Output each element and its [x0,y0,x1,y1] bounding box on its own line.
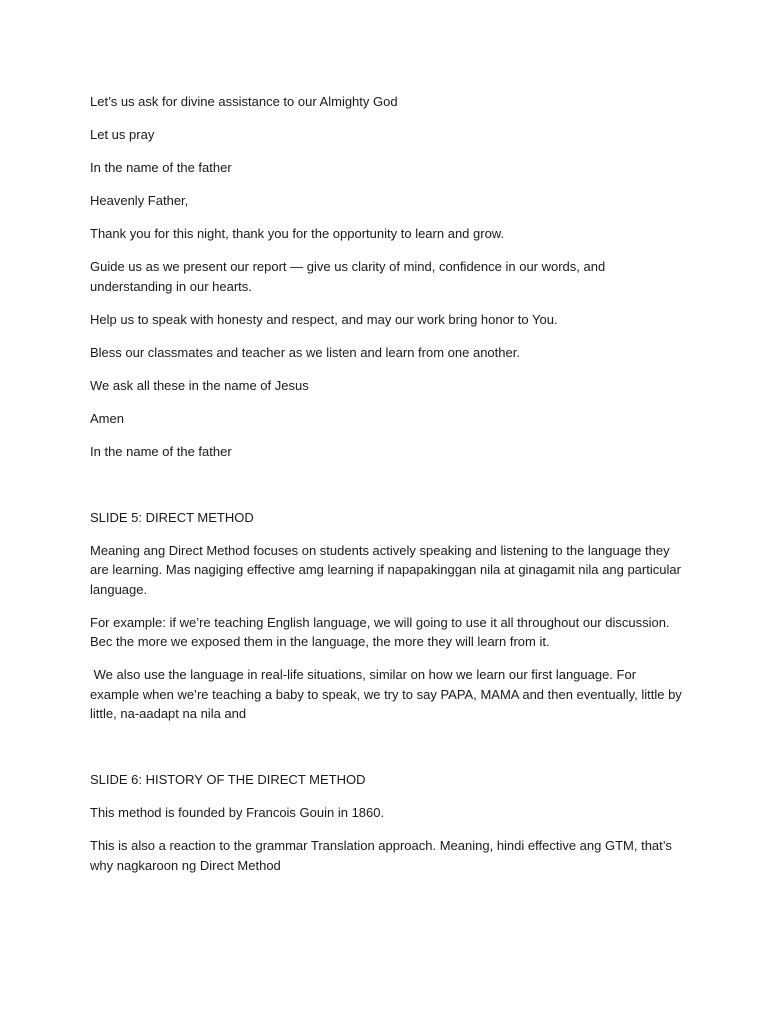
section-gap [90,737,682,770]
prayer-line: Bless our classmates and teacher as we listen and learn from one another. [90,344,520,360]
slide6-paragraph: This method is founded by Francois Gouin in 1860. [90,805,385,820]
slide6-paragraph: This is also a reaction to the grammar Translation approach. Meaning, hindi effective ang GTM, that’s why nagkaroon ng Direct Method [90,838,672,873]
prayer-line: Thank you for this night, thank you for the opportunity to learn and grow. [90,226,505,241]
prayer-line: Let’s us ask for divine assistance to our Almighty God [90,94,398,109]
prayer-line: We ask all these in the name of Jesus [90,377,309,393]
prayer-line: In the name of the father [90,443,232,459]
prayer-line: Amen [90,410,124,426]
prayer-line: Guide us as we present our report — give us clarity of mind, confidence in our words, and understanding in our hearts. [90,259,606,294]
slide6-heading: SLIDE 6: HISTORY OF THE DIRECT METHOD [90,772,366,787]
prayer-line: In the name of the father [90,160,232,175]
document-page [90,92,686,889]
slide5-heading: SLIDE 5: DIRECT METHOD [90,509,254,525]
prayer-line: Help us to speak with honesty and respect, and may our work bring honor to You. [90,311,558,327]
prayer-line: Heavenly Father, [90,193,189,208]
slide5-paragraph: We also use the language in real-life situations, similar on how we learn our first language. For example when we’re teaching a baby to speak, we try to say PAPA, MAMA and then eventually, little by little, na-aadapt na nila and [90,667,686,721]
slide5-paragraph: Meaning ang Direct Method focuses on students actively speaking and listening to the language they are learning. Mas nagiging effective amg learning if napapakinggan nila at ginagamit nila ang particular language. [90,542,681,597]
slide5-paragraph: For example: if we’re teaching English language, we will going to use it all throughout our discussion. Bec the more we exposed them in the language, the more they will learn from it. [90,614,670,649]
section-gap [90,475,682,508]
prayer-line: Let us pray [90,127,155,142]
